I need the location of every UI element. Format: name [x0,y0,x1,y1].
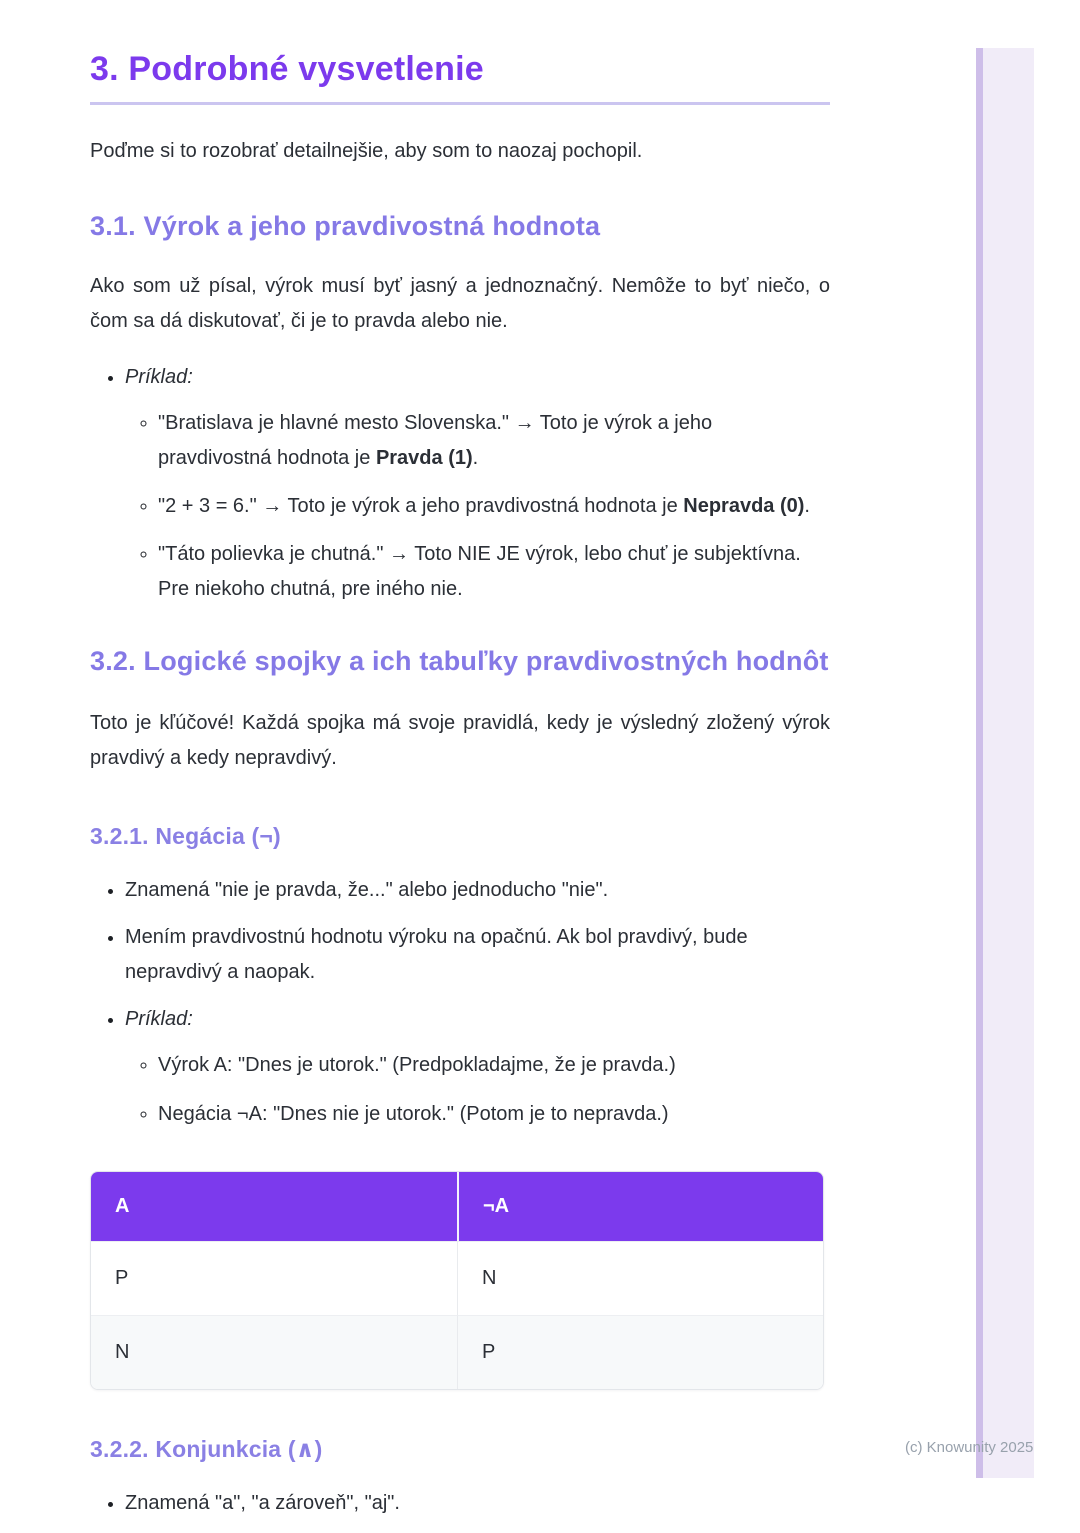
title-divider [90,102,830,105]
copyright-footer: (c) Knowunity 2025 [905,1439,1034,1456]
table-cell: P [91,1241,457,1315]
list-item: • Mením pravdivostnú hodnotu výroku na opačnú. Ak bol pravdivý, bude nepravdivý a naopak. [125,920,830,990]
table-header-cell: A [91,1172,457,1241]
table-cell: N [457,1241,823,1315]
list-item: ◦ "Bratislava je hlavné mesto Slovenska." → Toto je výrok a jeho pravdivostná hodnota je Pravda (1). [158,406,830,475]
example-sublist [125,1048,830,1131]
section-3-2-paragraph: Toto je kľúčové! Každá spojka má svoje pravidlá, kedy je výsledný zložený výrok pravdivý a kedy nepravdivý. [90,712,830,770]
section-3-2-2-title: 3.2.2. Konjunkcia (∧) [90,1436,323,1462]
table-header-cell: ¬A [457,1172,823,1241]
intro-paragraph: Poďme si to rozobrať detailnejšie, aby som to naozaj pochopil. [90,140,643,163]
section-3-2-2-list [90,1486,830,1521]
example-sublist [125,406,830,606]
section-3-2-title: 3.2. Logické spojky a ich tabuľky pravdivostných hodnôt [90,646,829,677]
table-cell: P [457,1315,823,1389]
table-header-row [91,1172,823,1241]
document-page [90,0,830,1533]
list-item: ◦ "Táto polievka je chutná." → Toto NIE JE výrok, lebo chuť je subjektívna. Pre niekoho chutná, pre iného nie. [158,537,830,606]
right-margin-stripe [976,48,983,1478]
section-3-1-list [90,360,830,606]
list-item: ◦ "2 + 3 = 6." → Toto je výrok a jeho pravdivostná hodnota je Nepravda (0). [158,489,830,523]
table-cell: N [91,1315,457,1389]
table-row [91,1315,823,1389]
section-3-1-paragraph: Ako som už písal, výrok musí byť jasný a jednoznačný. Nemôže to byť niečo, o čom sa dá diskutovať, či je to pravda alebo nie. [90,275,830,333]
list-item: ◦ Negácia ¬A: "Dnes nie je utorok." (Potom je to nepravda.) [158,1097,830,1131]
right-margin-panel [983,48,1034,1478]
list-item: • Znamená "a", "a zároveň", "aj". [125,1486,830,1521]
page-title: 3. Podrobné vysvetlenie [90,50,484,88]
example-label: Príklad: [125,366,193,389]
negation-truth-table [90,1171,824,1390]
table-row [91,1241,823,1315]
list-item: • Znamená "nie je pravda, že..." alebo jednoducho "nie". [125,873,830,908]
example-label: Príklad: [125,1008,193,1031]
list-item [125,1002,830,1131]
list-item [125,360,830,606]
section-3-1-title: 3.1. Výrok a jeho pravdivostná hodnota [90,211,601,242]
section-3-2-1-list [90,873,830,1131]
section-3-2-1-title: 3.2.1. Negácia (¬) [90,823,281,850]
list-item: ◦ Výrok A: "Dnes je utorok." (Predpokladajme, že je pravda.) [158,1048,830,1082]
